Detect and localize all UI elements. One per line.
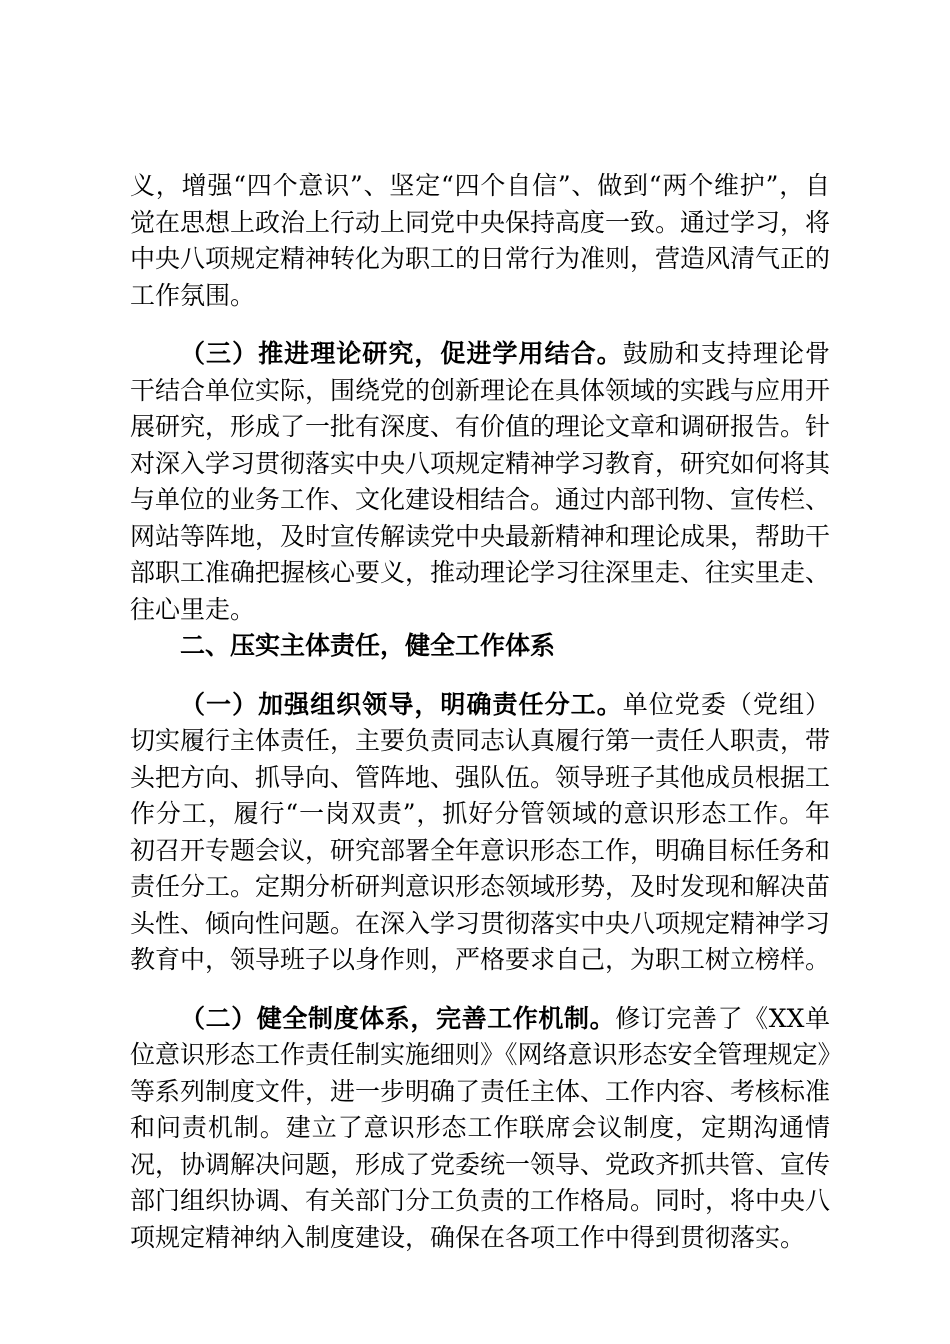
paragraph-text: 义，增强“四个意识”、坚定“四个自信”、做到“两个维护”，自觉在思想上政治上行动上同党中央保持高度一致。通过学习，将中央八项规定精神转化为职工的日常行为准则，营造风清气正的工作氛围。 [130, 171, 831, 310]
paragraph-theory-research [130, 336, 830, 628]
section-heading: 二、压实主体责任，健全工作体系 [180, 631, 556, 660]
paragraph-organization-leadership [130, 687, 830, 979]
paragraph-text: 鼓励和支持理论骨干结合单位实际，围绕党的创新理论在具体领域的实践与应用开展研究，形成了一批有深度、有价值的理论文章和调研报告。针对深入学习贯彻落实中央八项规定精神学习教育，研究如何将其与单位的业务工作、文化建设相结合。通过内部刊物、宣传栏、网站等阵地，及时宣传解读党中央最新精神和理论成果，帮助干部职工准确把握核心要义，推动理论学习往深里走、往实里走、往心里走。 [130, 339, 831, 624]
paragraph-lead-heading: （二）健全制度体系，完善工作机制。 [180, 1003, 616, 1033]
paragraph-institutional-system [130, 1001, 830, 1257]
paragraph-text: 修订完善了《XX单位意识形态工作责任制实施细则》《网络意识形态安全管理规定》等系列制度文件，进一步明确了责任主体、工作内容、考核标准和问责机制。建立了意识形态工作联席会议制度，定期沟通情况，协调解决问题，形成了党委统一领导、党政齐抓共管、宣传部门组织协调、有关部门分工负责的工作格局。同时，将中央八项规定精神纳入制度建设，确保在各项工作中得到贯彻落实。 [130, 1003, 831, 1252]
paragraph-lead-heading: （三）推进理论研究，促进学用结合。 [180, 339, 623, 368]
document-body [130, 168, 830, 1256]
paragraph-continuation [130, 168, 830, 314]
paragraph-text: 单位党委（党组）切实履行主体责任，主要负责同志认真履行第一责任人职责，带头把方向、抓导向、管阵地、强队伍。领导班子其他成员根据工作分工，履行“一岗双责”，抓好分管领域的意识形态工作。年初召开专题会议，研究部署全年意识形态工作，明确目标任务和责任分工。定期分析研判意识形态领域形势，及时发现和解决苗头性、倾向性问题。在深入学习贯彻落实中央八项规定精神学习教育中，领导班子以身作则，严格要求自己，为职工树立榜样。 [130, 689, 831, 974]
paragraph-lead-heading: （一）加强组织领导，明确责任分工。 [180, 689, 623, 719]
